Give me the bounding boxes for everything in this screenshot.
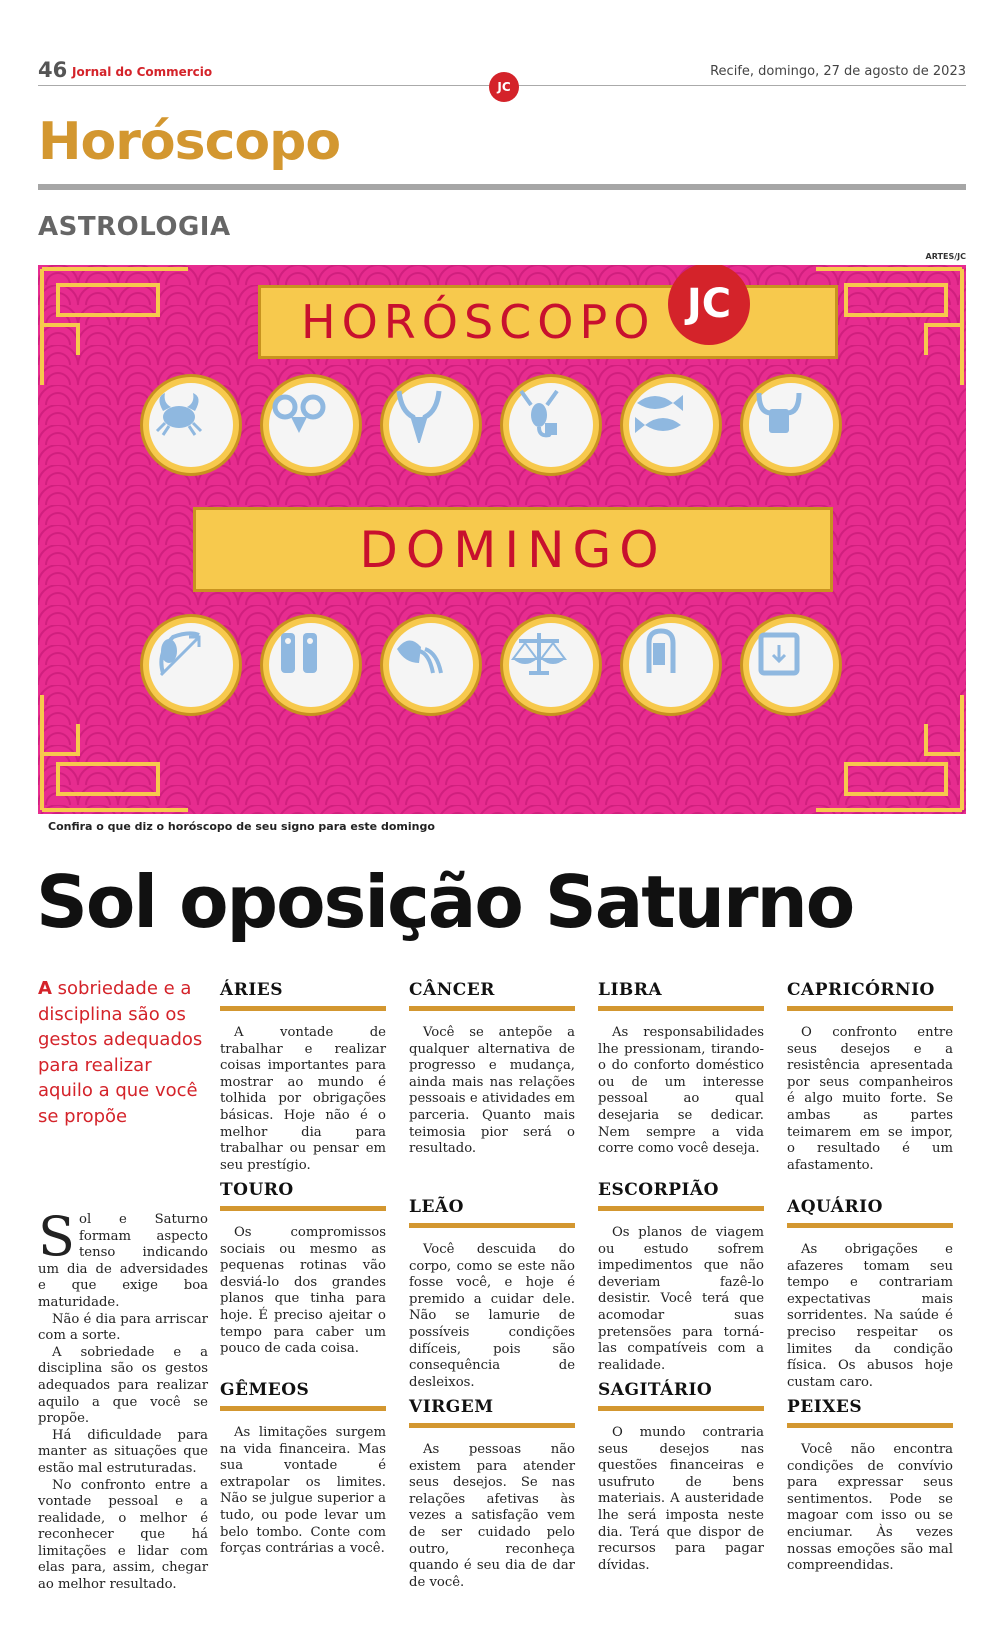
page-number: 46: [38, 58, 68, 82]
jc-badge: JC: [489, 72, 519, 102]
intro-paragraph-text: ol e Saturno formam aspecto tenso indicando um dia de adversidades e que exige boa maturidade.: [38, 1212, 208, 1310]
intro-article: [38, 1205, 208, 1594]
sign-title: LIBRA: [598, 980, 764, 1011]
jc-logo: JC: [668, 265, 750, 345]
capricorn-icon: [743, 377, 839, 473]
day-banner: [193, 507, 833, 592]
sign-touro: [220, 1180, 386, 1358]
taurus-icon: [383, 377, 479, 473]
headline: Sol oposição Saturno: [36, 860, 854, 944]
sign-title: AQUÁRIO: [787, 1197, 953, 1228]
lead-first-word: A: [38, 978, 52, 999]
sign-capricornio: [787, 980, 953, 1174]
sign-title: SAGITÁRIO: [598, 1380, 764, 1411]
sign-aries: [220, 980, 386, 1174]
horoscope-banner: [258, 285, 838, 359]
newspaper-name: Jornal do Commercio: [72, 65, 213, 79]
intro-paragraph: No confronto entre a vontade pessoal e a realidade, o melhor é reconhecer que há limitações e lidar com elas para, assim, chegar ao melhor resultado.: [38, 1477, 208, 1593]
sign-text: As pessoas não existem para atender seus desejos. Se nas relações afetivas às vezes a satisfação vem de ser cuidado pelo outro, reconheça quando é seu dia de dar de você.: [409, 1442, 575, 1590]
sign-virgem: [409, 1397, 575, 1591]
sign-sagitario: [598, 1380, 764, 1574]
sign-title: VIRGEM: [409, 1397, 575, 1428]
lead-text: [38, 976, 208, 1129]
subsection-title: ASTROLOGIA: [38, 212, 231, 242]
sign-title: CÂNCER: [409, 980, 575, 1011]
banner-day-text: DOMINGO: [359, 520, 667, 579]
gemini-icon: [263, 617, 359, 713]
horoscope-illustration: [38, 265, 966, 814]
sign-title: ESCORPIÃO: [598, 1180, 764, 1211]
sign-title: GÊMEOS: [220, 1380, 386, 1411]
intro-paragraph: Não é dia para arriscar com a sorte.: [38, 1311, 208, 1344]
libra-icon: [503, 617, 599, 713]
drop-cap: S: [38, 1205, 75, 1268]
sagittarius-icon: [143, 617, 239, 713]
sign-text: O mundo contraria seus desejos nas questões financeiras e usufruto de bens materiais. A austeridade lhe será imposta neste dia. Terá que dispor de recursos para pagar dívidas.: [598, 1425, 764, 1573]
cancer-icon: [143, 377, 239, 473]
intro-paragraph: [38, 1205, 208, 1312]
aquarius-icon: [383, 617, 479, 713]
sign-text: Os compromissos sociais ou mesmo as pequenas rotinas vão desviá-lo dos grandes planos que tinha para hoje. É preciso ajeitar o tempo para caber um pouco de cada coisa.: [220, 1225, 386, 1357]
sign-text: Os planos de viagem ou estudo sofrem impedimentos que não deveriam fazê-lo desistir. Você terá que acomodar suas pretensões para torná-las compatíveis com a realidade.: [598, 1225, 764, 1373]
sign-libra: [598, 980, 764, 1158]
image-caption: Confira o que diz o horóscopo de seu signo para este domingo: [48, 820, 435, 833]
pisces-icon: [623, 377, 719, 473]
lead-rest: sobriedade e a disciplina são os gestos adequados para realizar aquilo a que você se propõe: [38, 978, 203, 1127]
sign-peixes: [787, 1397, 953, 1575]
section-title: Horóscopo: [38, 112, 341, 172]
sign-title: TOURO: [220, 1180, 386, 1211]
sign-title: LEÃO: [409, 1197, 575, 1228]
sign-cancer: [409, 980, 575, 1158]
sign-title: PEIXES: [787, 1397, 953, 1428]
sign-gemeos: [220, 1380, 386, 1558]
sign-text: As obrigações e afazeres tomam seu tempo e contrariam expectativas mais sorridentes. Na saúde é preciso respeitar os limites da condição física. Os abusos hoje custam caro.: [787, 1242, 953, 1390]
sign-title: ÁRIES: [220, 980, 386, 1011]
sign-text: As limitações surgem na vida financeira. Mas sua vontade é extrapolar os limites. Não se julgue superior a tudo, ou pode levar um belo tombo. Conte com forças contrárias a você.: [220, 1425, 386, 1557]
sign-aquario: [787, 1197, 953, 1391]
aries-icon: [263, 377, 359, 473]
scorpio-icon: [503, 377, 599, 473]
title-divider: [38, 184, 966, 190]
sign-title: CAPRICÓRNIO: [787, 980, 953, 1011]
sign-escorpiao: [598, 1180, 764, 1374]
sign-leao: [409, 1197, 575, 1391]
leo-icon: [743, 617, 839, 713]
art-credit: ARTES/JC: [925, 252, 966, 261]
sign-text: O confronto entre seus desejos e a resistência apresentada por seus companheiros é algo muito forte. Se ambas as partes teimarem em se impor, o resultado é um afastamento.: [787, 1025, 953, 1173]
date-line: Recife, domingo, 27 de agosto de 2023: [710, 64, 966, 79]
intro-paragraph: Há dificuldade para manter as situações que estão mal estruturadas.: [38, 1427, 208, 1476]
intro-paragraph: A sobriedade e a disciplina são os gestos adequados para realizar aquilo a que você se propõe.: [38, 1344, 208, 1427]
sign-text: Você descuida do corpo, como se este não fosse você, e hoje é premido a cuidar dele. Não se lamurie de possíveis condições difíceis, pois são consequência de desleixos.: [409, 1242, 575, 1390]
banner-title-text: HORÓSCOPO: [301, 295, 656, 349]
sign-text: Você não encontra condições de convívio para expressar seus sentimentos. Pode se magoar com isso ou se enciumar. Às vezes nossas emoções são mal compreendidas.: [787, 1442, 953, 1574]
sign-text: As responsabilidades lhe pressionam, tirando-o do conforto doméstico ou de um interesse pessoal ao qual desejaria se dedicar. Nem sempre a vida corre como você deseja.: [598, 1025, 764, 1157]
virgo-icon: [623, 617, 719, 713]
sign-text: Você se antepõe a qualquer alternativa de progresso e mudança, ainda mais nas relações pessoais e atividades em parceria. Quanto mais teimosia pior será o resultado.: [409, 1025, 575, 1157]
sign-text: A vontade de trabalhar e realizar coisas importantes para mostrar ao mundo é tolhida por obrigações básicas. Hoje não é o melhor dia para trabalhar ou pensar em seu prestígio.: [220, 1025, 386, 1173]
